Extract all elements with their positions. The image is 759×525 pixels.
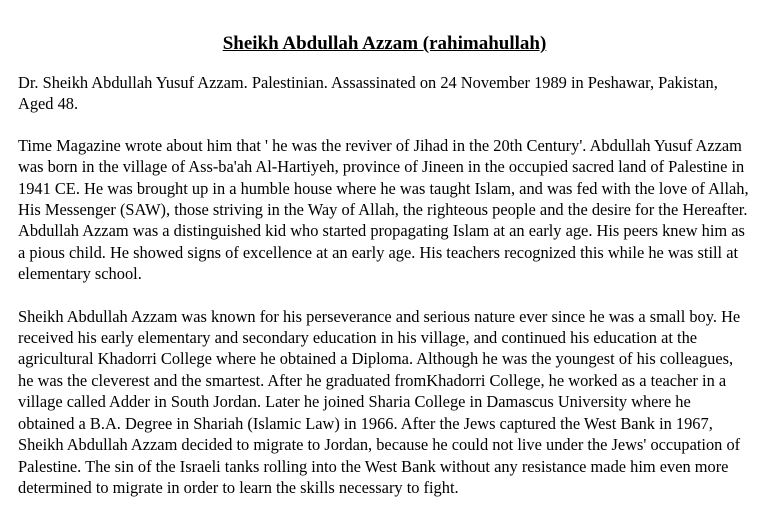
document-title: Sheikh Abdullah Azzam (rahimahullah) <box>222 33 547 54</box>
early-life-paragraph: Time Magazine wrote about him that ' he was the reviver of Jihad in the 20th Century'. Abdullah Yusuf Azzam was born in the village of Ass-ba'ah Al-Hartiyeh, province of Jineen in the occupied sacred land of Palestine in 1941 CE. He was brought up in a humble house where he was taught Islam, and was fed with the love of Allah, His Messenger (SAW), those striving in the Way of Allah, the righteous people and the desire for the Hereafter. Abdullah Azzam was a distinguished kid who started propagating Islam at an early age. His peers knew him as a pious child. He showed signs of excellence at an early age. His teachers recognized this while he was still at elementary school. <box>18 135 749 284</box>
intro-paragraph: Dr. Sheikh Abdullah Yusuf Azzam. Palestinian. Assassinated on 24 November 1989 in Peshawar, Pakistan, Aged 48. <box>18 73 718 114</box>
education-paragraph: Sheikh Abdullah Azzam was known for his perseverance and serious nature ever since he was a small boy. He received his early elementary and secondary education in his village, and continued his education at the agricultural Khadorri College where he obtained a Diploma. Although he was the youngest of his colleagues, he was the cleverest and the smartest. After he graduated fromKhadorri College, he worked as a teacher in a village called Adder in South Jordan. Later he joined Sharia College in Damascus University where he obtained a B.A. Degree in Shariah (Islamic Law) in 1966. After the Jews captured the West Bank in 1967, Sheikh Abdullah Azzam decided to migrate to Jordan, because he could not live under the Jews' occupation of Palestine. The sin of the Israeli tanks rolling into the West Bank without any resistance made him even more determined to migrate in order to learn the skills necessary to fight. <box>18 306 741 497</box>
